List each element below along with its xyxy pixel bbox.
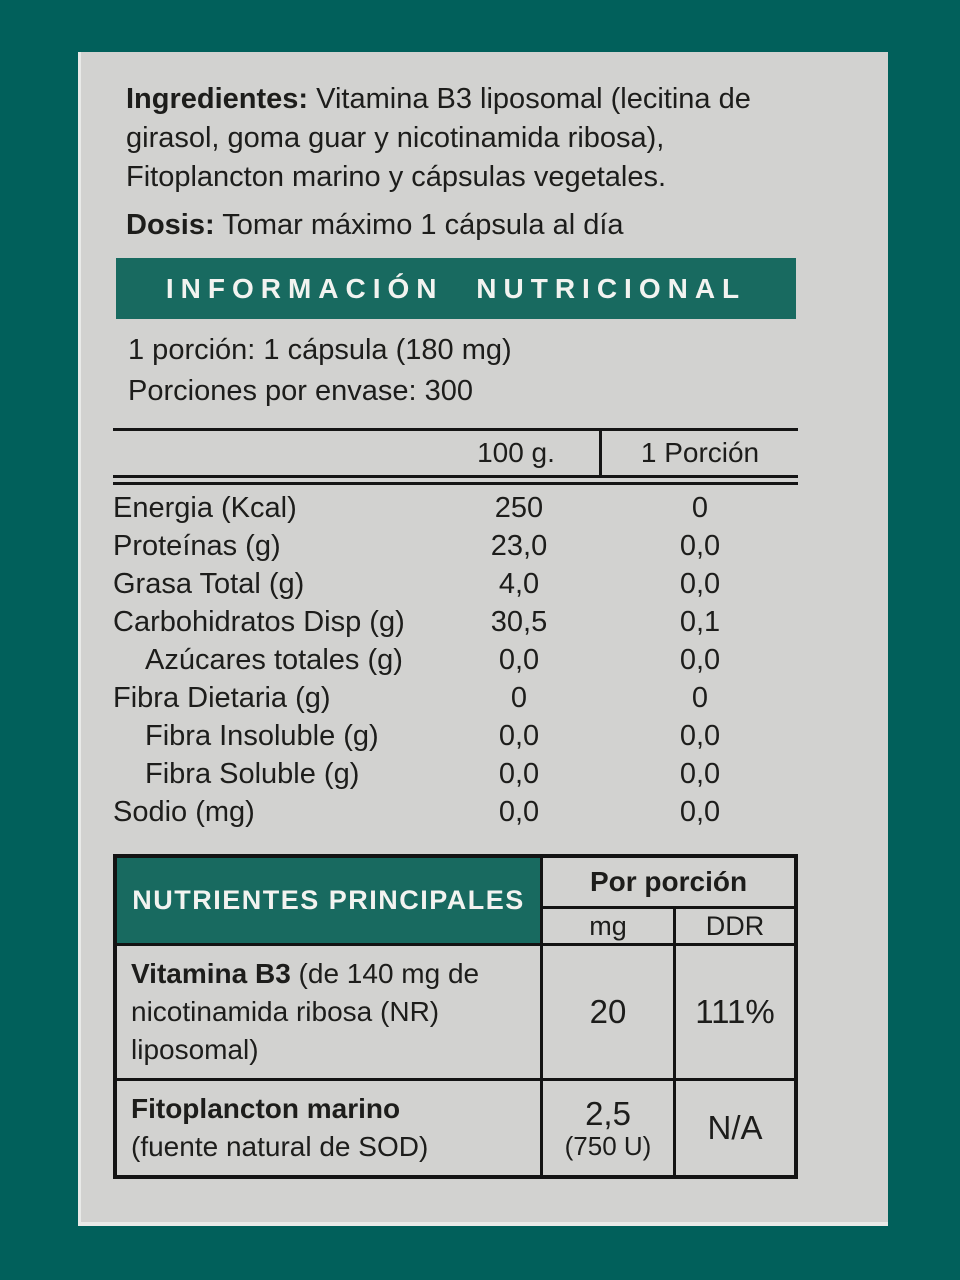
value-per-100g: 30,5	[490, 605, 548, 638]
column-header-ddr: DDR	[673, 906, 794, 943]
nutrition-facts-row	[113, 641, 798, 679]
value-per-serving: 0	[691, 491, 709, 524]
ingredients-label: Ingredientes:	[126, 83, 309, 115]
nutrition-facts-row	[113, 489, 798, 527]
main-nutrient-name-detail: (fuente natural de SOD)	[131, 1131, 429, 1162]
dose-label: Dosis:	[126, 209, 215, 241]
column-header-100g: 100 g.	[477, 437, 555, 468]
main-nutrient-ddr-value: N/A	[673, 1078, 794, 1175]
main-nutrient-mg-value: 2,5 (750 U)	[540, 1078, 673, 1175]
main-nutrient-name-bold: Fitoplancton marino	[131, 1093, 401, 1124]
value-per-serving: 0,0	[679, 643, 721, 676]
nutrition-facts-row	[113, 527, 798, 565]
nutrition-facts-table	[113, 428, 798, 831]
servings-per-container-line: Porciones por envase: 300	[128, 375, 473, 407]
main-nutrient-mg-value: 20	[540, 943, 673, 1078]
main-nutrient-ddr-value: 111%	[673, 943, 794, 1078]
main-nutrient-name	[117, 1078, 540, 1175]
ingredients-paragraph	[126, 80, 826, 197]
nutrition-info-header-bar: INFORMACIÓN NUTRICIONAL	[116, 258, 796, 319]
value-per-serving: 0,0	[679, 529, 721, 562]
ingredients-text: Vitamina B3 liposomal (lecitina de girasol, goma guar y nicotinamida ribosa), Fitoplancton marino y cápsulas vegetales.	[126, 83, 751, 193]
main-nutrients-table	[113, 854, 798, 1179]
nutrition-facts-header-row	[113, 428, 798, 475]
main-nutrient-name-detail: (de 140 mg de nicotinamida ribosa (NR) liposomal)	[131, 958, 480, 1065]
nutrient-name: Fibra Insoluble (g)	[145, 719, 379, 752]
value-per-serving: 0	[691, 681, 709, 714]
nutrition-facts-body	[113, 489, 798, 831]
nutrient-name: Sodio (mg)	[113, 795, 255, 828]
nutrition-label-card	[78, 52, 888, 1226]
nutrient-name: Carbohidratos Disp (g)	[113, 605, 405, 638]
main-nutrient-mg-note: (750 U)	[564, 1130, 652, 1161]
value-per-100g: 23,0	[490, 529, 548, 562]
nutrition-facts-row	[113, 717, 798, 755]
header-double-rule	[113, 475, 798, 485]
column-header-1porcion: 1 Porción	[599, 431, 798, 475]
nutrition-facts-row	[113, 793, 798, 831]
nutrient-name: Energia (Kcal)	[113, 491, 297, 524]
value-per-serving: 0,0	[679, 719, 721, 752]
nutrient-name: Fibra Dietaria (g)	[113, 681, 331, 714]
column-header-mg: mg	[540, 906, 673, 943]
per-serving-group-header: Por porción	[540, 858, 794, 906]
value-per-100g: 0,0	[498, 795, 540, 828]
dose-paragraph	[126, 206, 826, 245]
main-nutrients-title-cell: NUTRIENTES PRINCIPALES	[117, 858, 540, 943]
nutrition-facts-row	[113, 755, 798, 793]
value-per-100g: 0	[510, 681, 528, 714]
value-per-serving: 0,0	[679, 567, 721, 600]
dose-text: Tomar máximo 1 cápsula al día	[222, 209, 624, 241]
nutrient-name: Azúcares totales (g)	[145, 643, 403, 676]
serving-size-line: 1 porción: 1 cápsula (180 mg)	[128, 334, 512, 366]
value-per-serving: 0,0	[679, 757, 721, 790]
main-nutrient-name-bold: Vitamina B3	[131, 958, 291, 989]
nutrient-name: Proteínas (g)	[113, 529, 281, 562]
value-per-100g: 0,0	[498, 643, 540, 676]
nutrient-name: Fibra Soluble (g)	[145, 757, 360, 790]
nutrition-facts-row	[113, 565, 798, 603]
main-nutrient-name	[117, 943, 540, 1078]
value-per-100g: 4,0	[498, 567, 540, 600]
value-per-100g: 0,0	[498, 757, 540, 790]
value-per-serving: 0,1	[679, 605, 721, 638]
value-per-100g: 0,0	[498, 719, 540, 752]
value-per-100g: 250	[494, 491, 544, 524]
value-per-serving: 0,0	[679, 795, 721, 828]
nutrition-facts-row	[113, 603, 798, 641]
nutrient-name: Grasa Total (g)	[113, 567, 305, 600]
nutrition-facts-row	[113, 679, 798, 717]
